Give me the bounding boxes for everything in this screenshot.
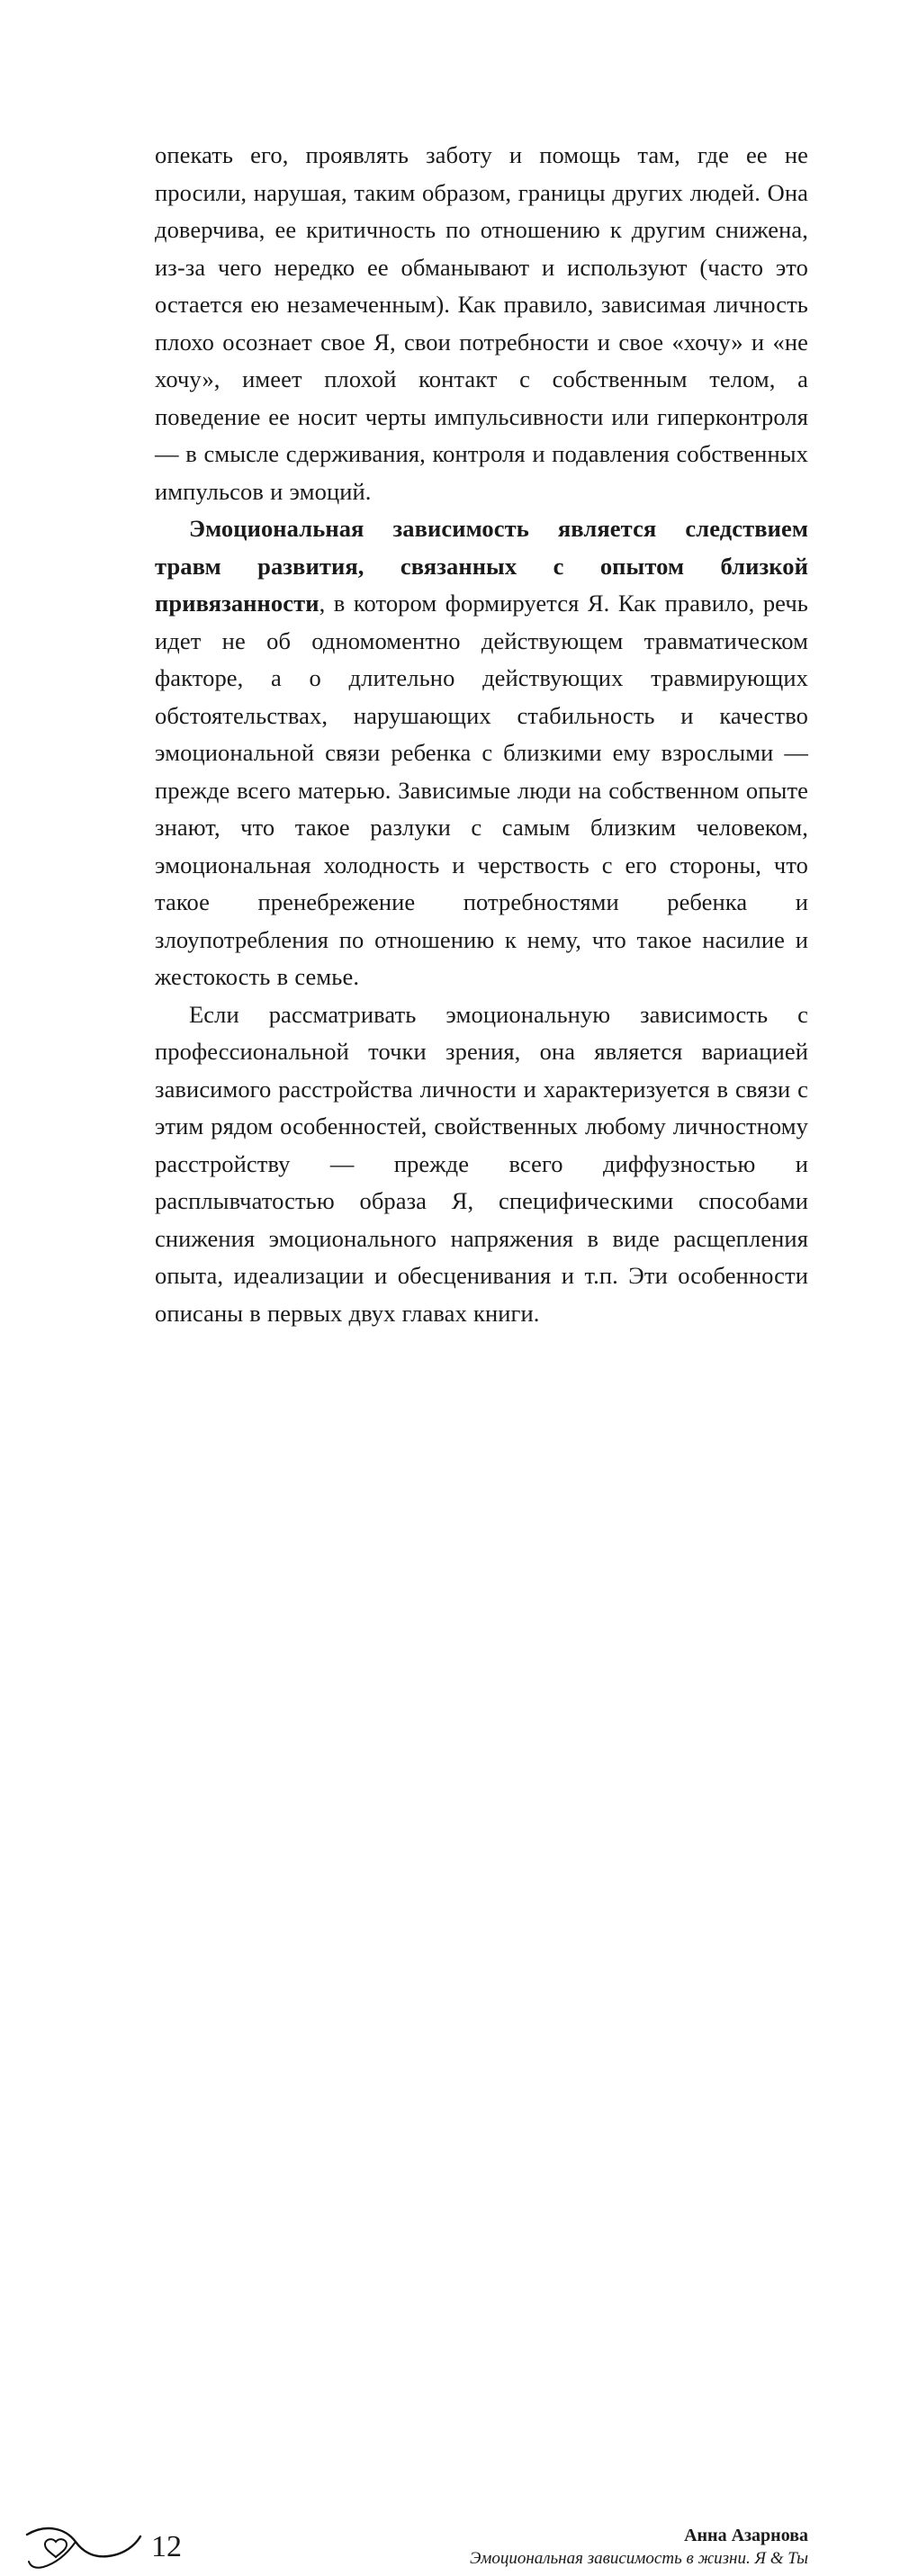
heart-flourish-icon (25, 2518, 151, 2576)
paragraph-3: Если рассматривать эмоциональную зависимость с профессиональной точки зрения, она является вариацией зависимого расстройства личности и характеризуется в связи с этим рядом особенностей, свойственных любому личностному расстройству — прежде всего диффузностью и расплывчатостью образа Я, специфическими способами снижения эмоционального напряжения в виде расщепления опыта, идеализации и обесценивания и т.п. Эти особенности описаны в первых двух главах книги. (155, 1000, 808, 1327)
paragraph-2-bold-lead: Эмоциональная зависимость является следствием травм развития, связанных с опытом близкой привязанности (155, 515, 808, 617)
page-footer (0, 1258, 900, 2568)
footer-author: Анна Азарнова (684, 2526, 808, 2545)
paragraph-2 (155, 510, 808, 996)
page-text-column (155, 137, 808, 1332)
page-number: 12 (151, 2530, 182, 2563)
paragraph-2-rest: , в котором формируется Я. Как правило, речь идет не об одномоментно действующем травматическом факторе, а о длительно действующих травмирующих обстоятельствах, нарушающих стабильность и качество эмоциональной связи ребенка с близкими ему взрослыми — прежде всего матерью. Зависимые люди на собственном опыте знают, что такое разлуки с самым близким человеком, эмоциональная холодность и черствость с его стороны, что такое пренебрежение потребностями ребенка и злоупотребления по отношению к нему, что такое насилие и жестокость в семье. (155, 590, 808, 990)
footer-book-title: Эмоциональная зависимость в жизни. Я & Ты (470, 2549, 808, 2568)
paragraph-1: опекать его, проявлять заботу и помощь там, где ее не просили, нарушая, таким образом, границы других людей. Она доверчива, ее критичность по отношению к другим снижена, из-за чего нередко ее обманывают и используют (часто это остается ею незамеченным). Как правило, зависимая личность плохо осознает свое Я, свои потребности и свое «хочу» и «не хочу», имеет плохой контакт с собственным телом, а поведение ее носит черты импульсивности или гиперконтроля — в смысле сдерживания, контроля и подавления собственных импульсов и эмоций. (155, 141, 808, 505)
footer-meta (430, 2524, 808, 2571)
